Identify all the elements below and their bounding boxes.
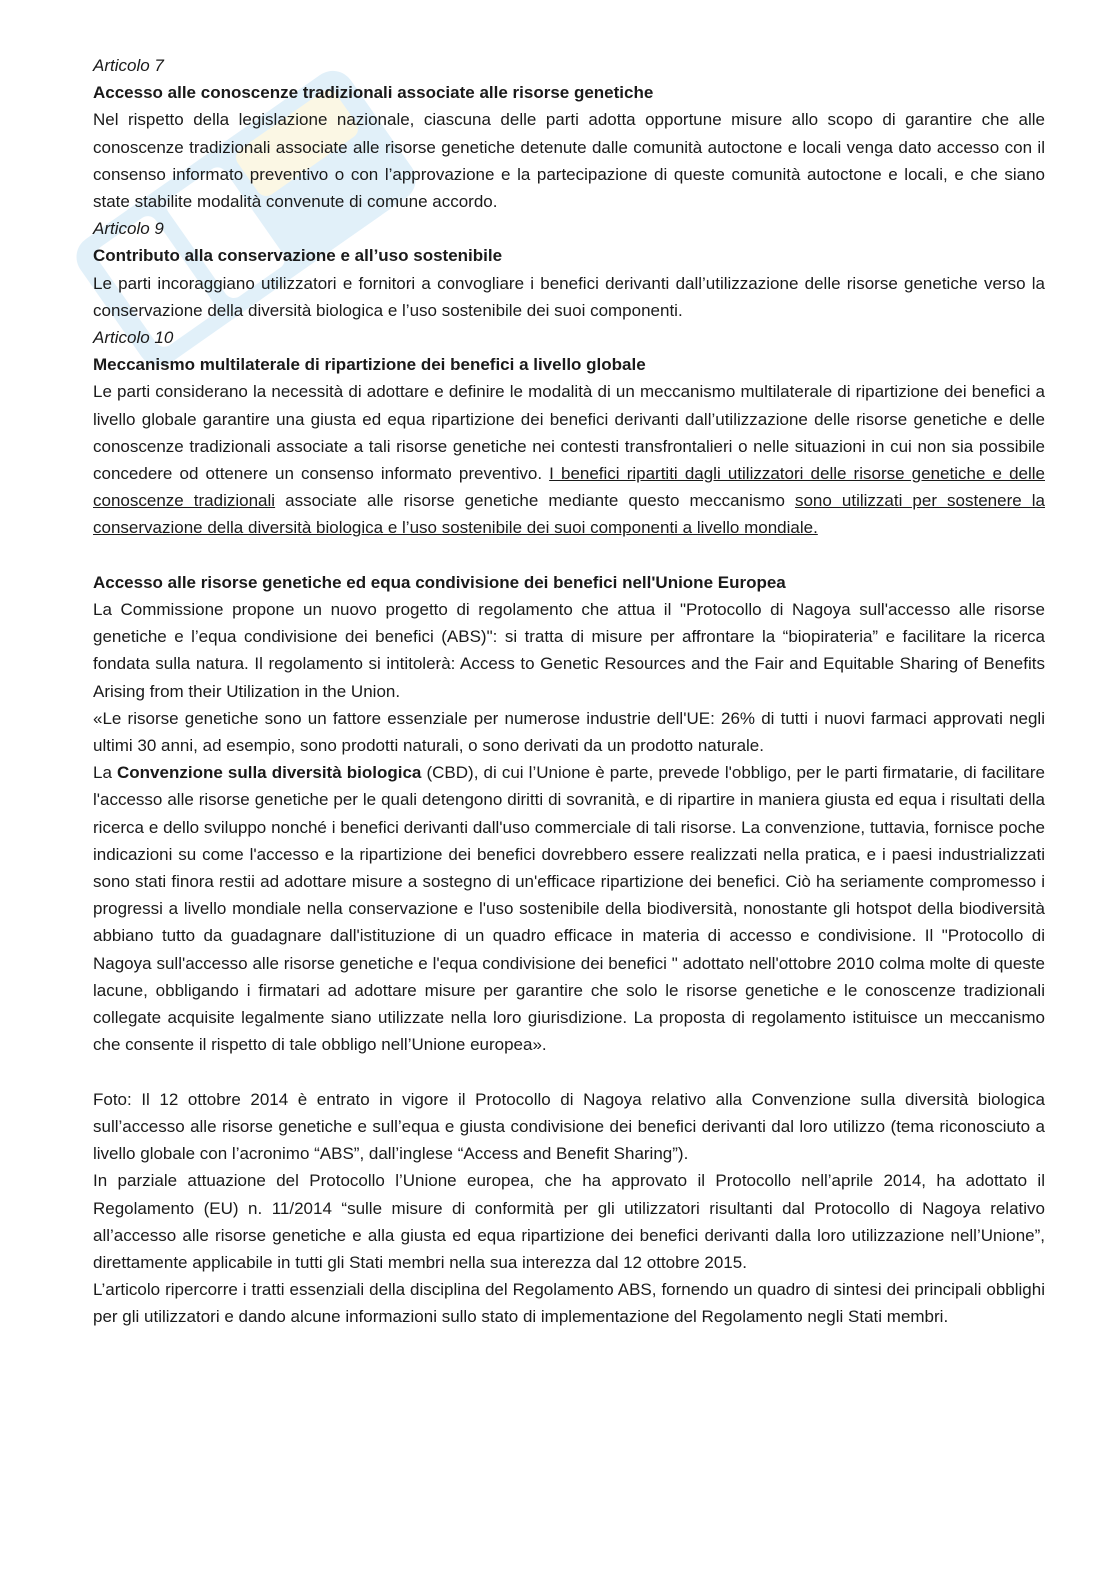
foto-paragraph-2: In parziale attuazione del Protocollo l’Unione europea, che ha approvato il Protocollo nell’aprile 2014, ha adottato il Regolamento (EU) n. 11/2014 “sulle misure di conformità per gli utilizzatori risultanti dal Protocollo di Nagoya relativo all’accesso alle risorse genetiche e alla giusta ed equa ripartizione dei benefici derivanti dalla loro utilizzazione nell’Unione”, direttamente applicabile in tutti gli Stati membri nella sua interezza dal 12 ottobre 2015. xyxy=(93,1171,1045,1272)
eu-p3-post: (CBD), di cui l’Unione è parte, prevede l'obbligo, per le parti firmatarie, di facilitare l'accesso alle risorse genetiche per le quali detengono diritti di sovranità, e di ripartire in maniera giusta ed equa i risultati della ricerca e dello sviluppo nonché i benefici derivanti dall'uso commerciale di tali risorse. La convenzione, tuttavia, fornisce poche indicazioni su come l'accesso e la ripartizione dei benefici dovrebbero essere realizzati nella pratica, e i paesi industrializzati sono stati finora restii ad adottare misure a sostegno di un'efficace ripartizione dei benefici. Ciò ha seriamente compromesso i progressi a livello mondiale nella conservazione e l'uso sostenibile della biodiversità, nonostante gli hotspot della biodiversità abbiano tutto da guadagnare dall'istituzione di un quadro efficace in materia di accesso e condivisione. Il "Protocollo di Nagoya sull'accesso alle risorse genetiche e l'equa condivisione dei benefici " adottato nell'ottobre 2010 colma molte di queste lacune, obbligando i firmatari ad adottare misure per garantire che solo le risorse genetiche e le conoscenze tradizionali collegate acquisite legalmente siano utilizzate nella loro giurisdizione. La proposta di regolamento istituisce un meccanismo che consente il rispetto di tale obbligo nell’Unione europea». xyxy=(93,763,1045,1055)
eu-paragraph-3 xyxy=(93,759,1045,1058)
article-10-body xyxy=(93,378,1045,541)
article-7-body: Nel rispetto della legislazione nazionale, ciascuna delle parti adotta opportune misure allo scopo di garantire che alle conoscenze tradizionali associate alle risorse genetiche detenute dalle comunità autoctone e locali venga dato accesso con il consenso informato preventivo o con l’approvazione e la partecipazione di queste comunità autoctone e locali, e che siano state stabilite modalità convenute di comune accordo. xyxy=(93,110,1045,212)
eu-p3-pre: La xyxy=(93,763,118,783)
eu-section-title: Accesso alle risorse genetiche ed equa condivisione dei benefici nell'Unione Europea xyxy=(93,572,786,592)
article-10-text-1: Le parti considerano la necessità di adottare e definire le modalità di un meccanismo multilaterale di ripartizione dei benefici a livello globale garantire una giusta ed equa ripartizione dei benefici derivanti dall’utilizzazione delle risorse genetiche e delle conoscenze tradizionali associate a tali risorse genetiche nei contesti transfrontalieri o nelle situazioni in cui non sia possibile concedere od ottenere un consenso informato preventivo. xyxy=(93,382,1045,484)
article-9-label: Articolo 9 xyxy=(93,219,164,239)
article-10-underlined-2: sono utilizzati per sostenere la conservazione della diversità biologica e l’uso sostenibile dei suoi componenti a livello mondiale. xyxy=(93,491,1045,538)
eu-paragraph-1: La Commissione propone un nuovo progetto di regolamento che attua il "Protocollo di Nagoya sull'accesso alle risorse genetiche e l’equa condivisione dei benefici (ABS)": si tratta di misure per affrontare la “biopirateria” e facilitare la ricerca fondata sulla natura. Il regolamento si intitolerà: Access to Genetic Resources and the Fair and Equitable Sharing of Benefits Arising from their Utilization in the Union. xyxy=(93,600,1045,701)
article-9-title: Contributo alla conservazione e all’uso sostenibile xyxy=(93,246,503,266)
foto-paragraph-3: L’articolo ripercorre i tratti essenziali della disciplina del Regolamento ABS, fornendo un quadro di sintesi dei principali obblighi per gli utilizzatori e dando alcune informazioni sullo stato di implementazione del Regolamento negli Stati membri. xyxy=(93,1280,1045,1327)
article-7-label: Articolo 7 xyxy=(93,56,164,75)
article-7-title: Accesso alle conoscenze tradizionali associate alle risorse genetiche xyxy=(93,83,654,103)
eu-p3-bold: Convenzione sulla diversità biologica xyxy=(117,763,422,783)
article-9-body: Le parti incoraggiano utilizzatori e fornitori a convogliare i benefici derivanti dall’utilizzazione delle risorse genetiche verso la conservazione della diversità biologica e l’uso sostenibile dei suoi componenti. xyxy=(93,273,1045,320)
article-10-label: Articolo 10 xyxy=(93,328,174,348)
foto-paragraph-1: Foto: Il 12 ottobre 2014 è entrato in vigore il Protocollo di Nagoya relativo alla Convenzione sulla diversità biologica sull’accesso alle risorse genetiche e sull’equa e giusta condivisione dei benefici derivanti dal loro utilizzo (tema riconosciuto a livello globale con l’acronimo “ABS”, dall’inglese “Access and Benefit Sharing”). xyxy=(93,1089,1045,1164)
article-10-title: Meccanismo multilaterale di ripartizione dei benefici a livello globale xyxy=(93,355,646,375)
article-10-text-2: associate alle risorse genetiche mediante questo meccanismo xyxy=(275,491,795,511)
document-page xyxy=(93,52,1045,1331)
eu-paragraph-2: «Le risorse genetiche sono un fattore essenziale per numerose industrie dell'UE: 26% di tutti i nuovi farmaci approvati negli ultimi 30 anni, ad esempio, sono prodotti naturali, o sono derivati da un prodotto naturale. xyxy=(93,708,1045,756)
article-10-underlined-1: I benefici ripartiti dagli utilizzatori delle risorse genetiche e delle conoscenze tradizionali xyxy=(93,464,1045,511)
